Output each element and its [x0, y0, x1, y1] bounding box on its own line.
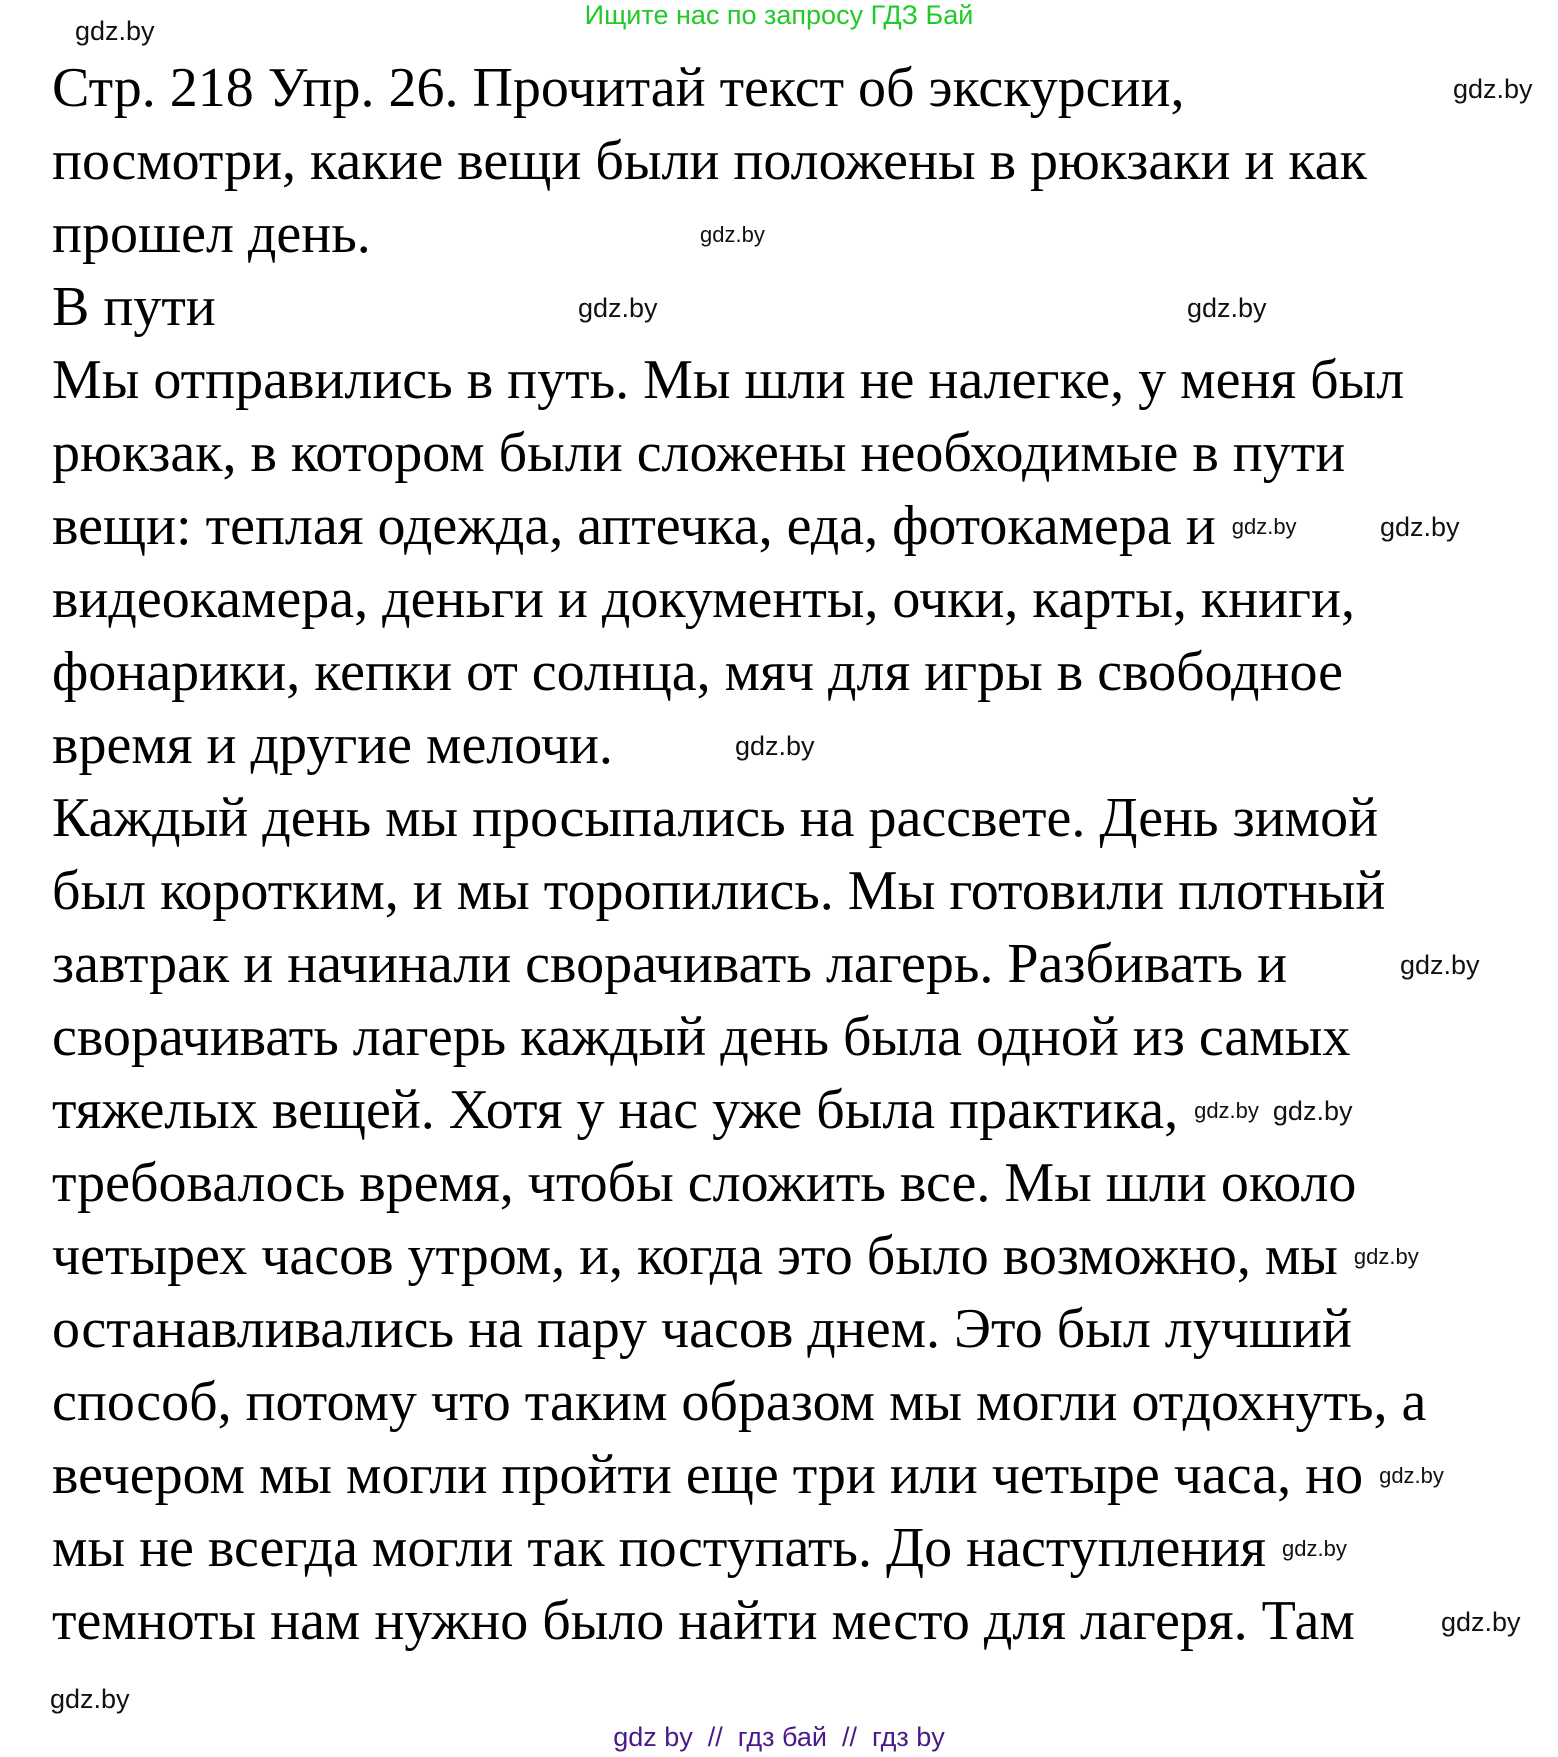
text-line: Стр. 218 Упр. 26. Прочитай текст об экскурсии,	[52, 57, 1185, 119]
text-line: мы не всегда могли так поступать. До наступления	[52, 1517, 1267, 1579]
text-line: вещи: теплая одежда, аптечка, еда, фотокамера и	[52, 495, 1216, 557]
text-line: Мы отправились в путь. Мы шли не налегке, у меня был	[52, 349, 1405, 411]
text-line: фонарики, кепки от солнца, мяч для игры в свободное	[52, 641, 1344, 703]
watermark: gdz.by	[50, 1684, 130, 1714]
text-line: Каждый день мы просыпались на рассвете. День зимой	[52, 787, 1379, 849]
section-title: В пути	[52, 276, 216, 338]
watermark: gdz.by	[75, 16, 155, 46]
watermark: gdz.by	[1272, 1095, 1353, 1126]
watermark: gdz.by	[1380, 511, 1460, 542]
watermark: gdz.by	[1282, 1535, 1347, 1561]
text-line: был коротким, и мы торопились. Мы готовили плотный	[52, 860, 1386, 922]
watermark: gdz.by	[1231, 513, 1297, 539]
text-line: видеокамера, деньги и документы, очки, карты, книги,	[52, 568, 1355, 630]
text-line: посмотри, какие вещи были положены в рюкзаки и как	[52, 130, 1367, 192]
watermark: gdz.by	[1400, 949, 1480, 980]
watermark: gdz.by	[735, 730, 815, 761]
text-line: прошел день.	[52, 203, 371, 265]
text-line: темноты нам нужно было найти место для лагеря. Там	[52, 1590, 1355, 1652]
watermark: gdz.by	[700, 221, 765, 247]
text-line: четырех часов утром, и, когда это было возможно, мы	[52, 1225, 1338, 1287]
search-hint-banner: Ищите нас по запросу ГДЗ Бай	[584, 0, 974, 30]
text-line: останавливались на пару часов днем. Это был лучший	[52, 1298, 1352, 1360]
watermark: gdz.by	[578, 292, 658, 323]
text-line: способ, потому что таким образом мы могли отдохнуть, а	[52, 1371, 1427, 1433]
watermark: gdz.by	[1353, 1243, 1419, 1269]
text-line: сворачивать лагерь каждый день была одной из самых	[52, 1006, 1351, 1068]
text-line: требовалось время, чтобы сложить все. Мы шли около	[52, 1152, 1357, 1214]
watermark: gdz.by	[1453, 73, 1533, 104]
text-line: тяжелых вещей. Хотя у нас уже была практика,	[52, 1079, 1179, 1141]
watermark: gdz.by	[1194, 1097, 1259, 1123]
text-line: рюкзак, в котором были сложены необходимые в пути	[52, 422, 1346, 484]
watermark: gdz.by	[1441, 1606, 1521, 1637]
text-line: вечером мы могли пройти еще три или четыре часа, но	[52, 1444, 1364, 1506]
footer-watermark: gdz by // гдз бай // гдз by	[613, 1722, 945, 1752]
text-line: время и другие мелочи.	[52, 714, 613, 776]
text-line: завтрак и начинали сворачивать лагерь. Разбивать и	[52, 933, 1288, 995]
watermark: gdz.by	[1379, 1462, 1444, 1488]
watermark: gdz.by	[1187, 292, 1267, 323]
